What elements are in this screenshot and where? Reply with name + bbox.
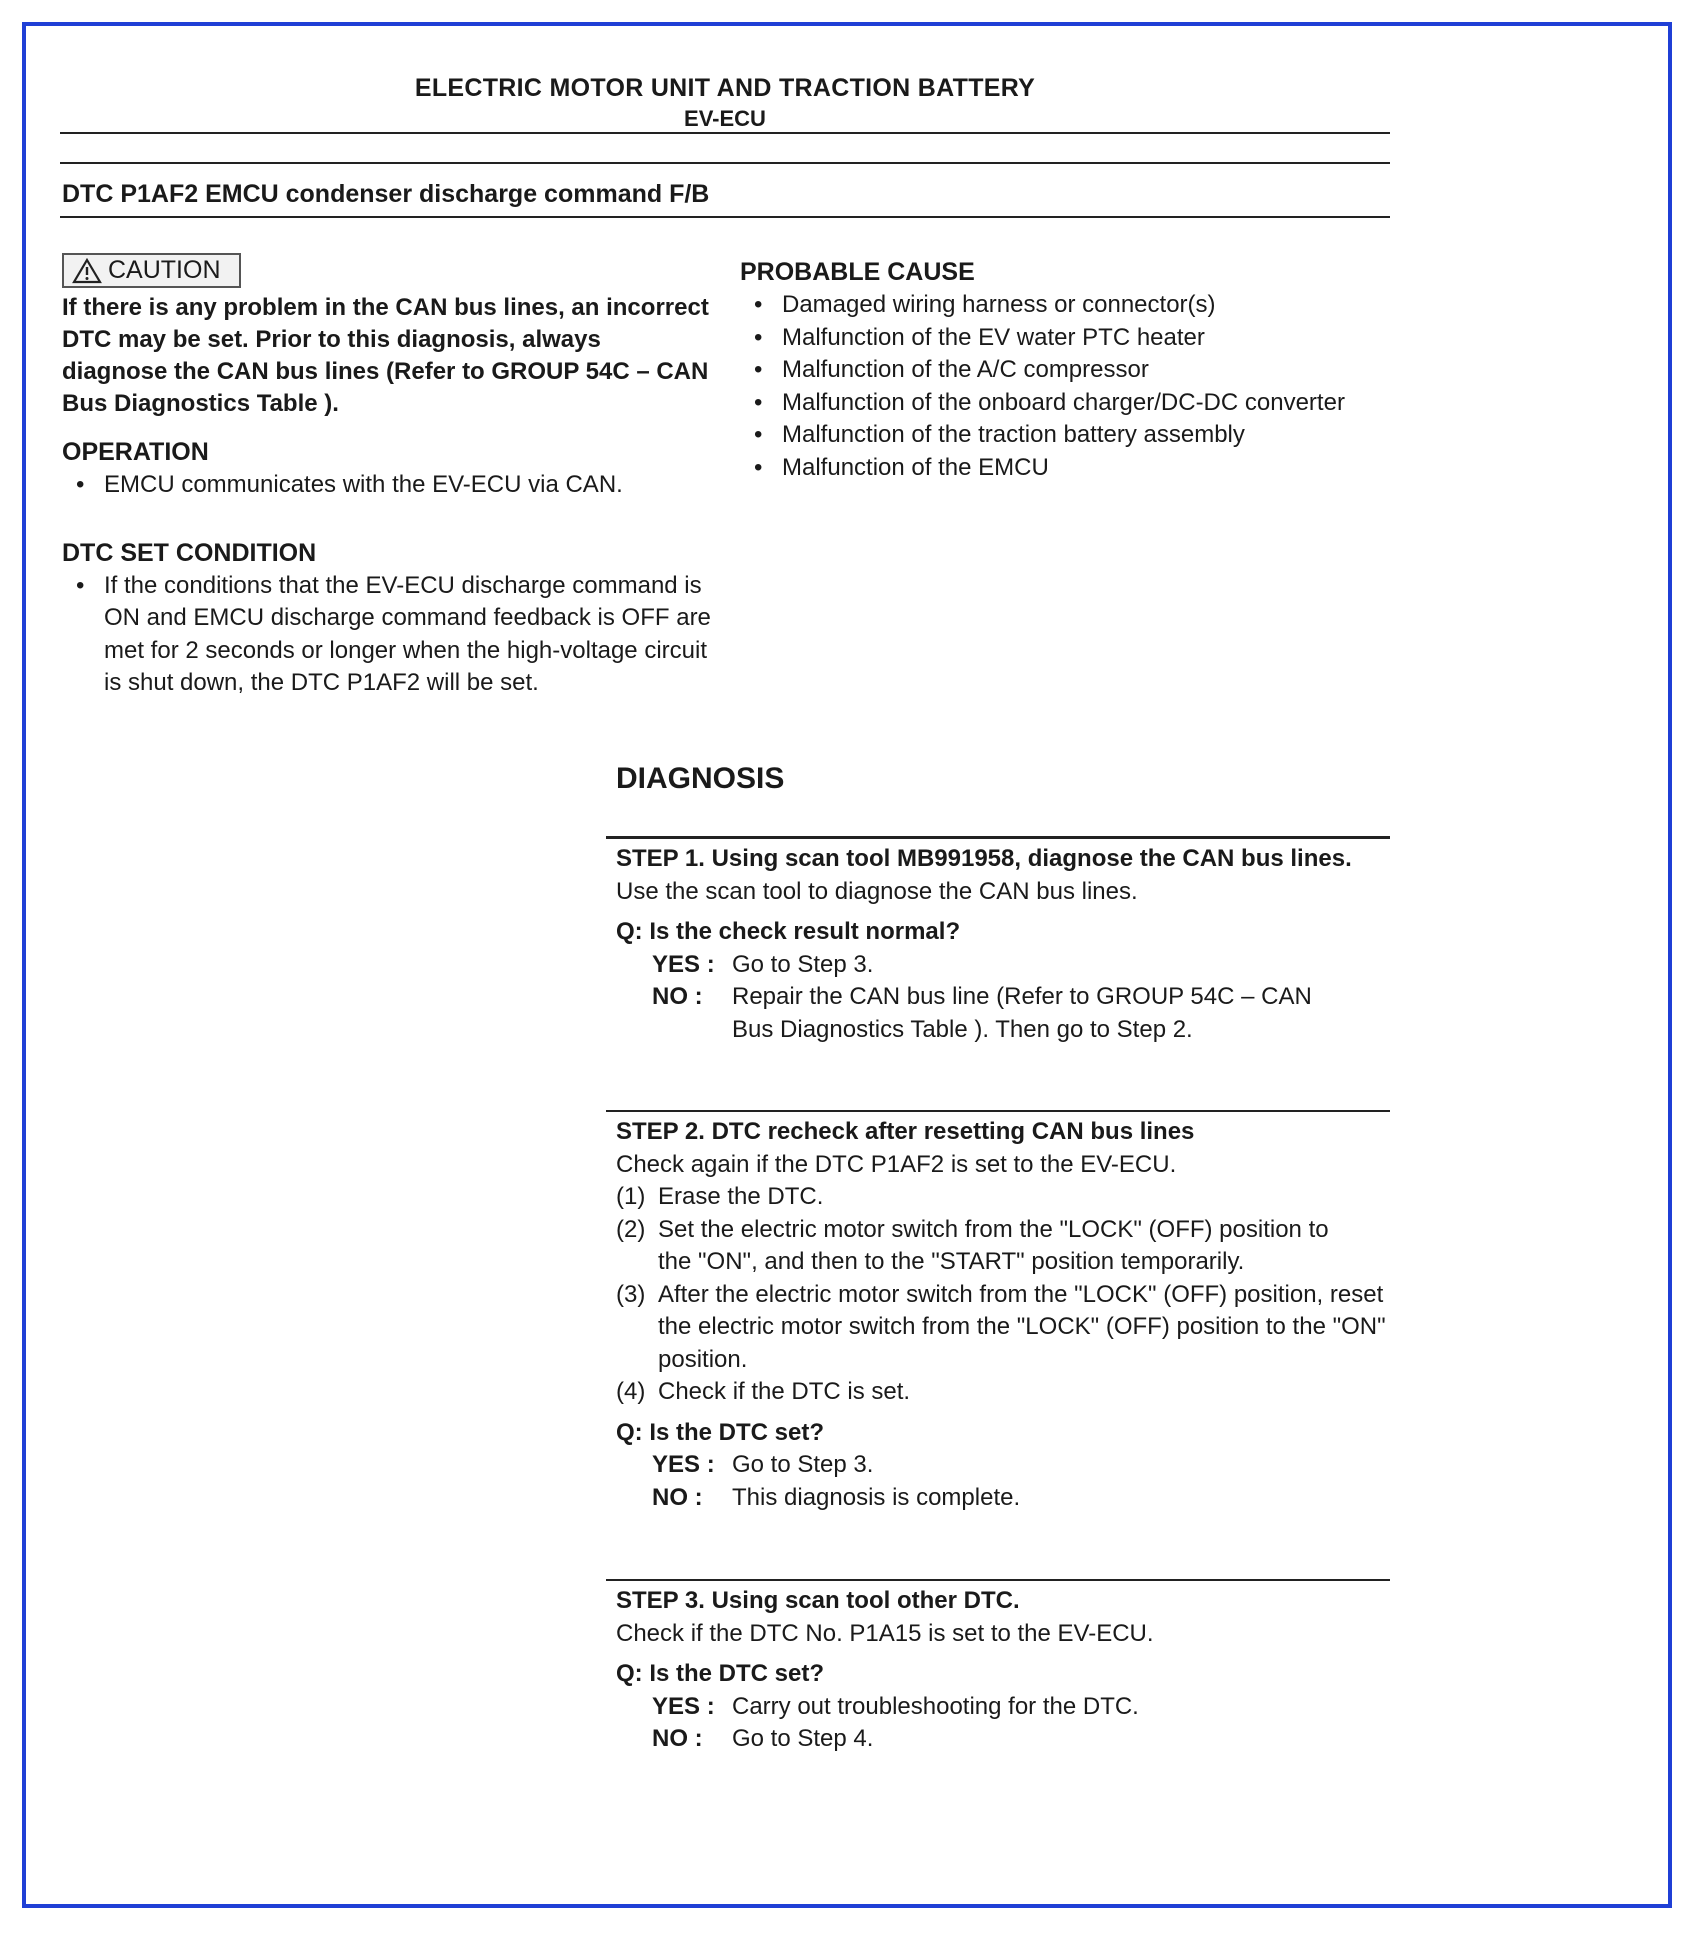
right-column	[740, 258, 1390, 484]
step-divider	[606, 836, 1390, 839]
step-text: Check if the DTC No. P1A15 is set to the EV-ECU.	[616, 1619, 1154, 1647]
dtc-title: DTC P1AF2 EMCU condenser discharge command F/B	[62, 180, 710, 208]
yes-label: YES :	[652, 1692, 715, 1720]
yes-text: Carry out troubleshooting for the DTC.	[732, 1692, 1139, 1720]
procedure-item	[616, 1376, 1390, 1409]
answer-no	[616, 1723, 1390, 1756]
answer-no	[616, 981, 1390, 1046]
answer-no	[616, 1482, 1390, 1515]
yes-label: YES :	[652, 1451, 715, 1478]
list-item: • Malfunction of the traction battery assembly	[740, 419, 1390, 452]
procedure-item	[616, 1214, 1390, 1279]
step-question: Q: Is the check result normal?	[616, 918, 961, 945]
no-text: Repair the CAN bus line (Refer to GROUP 54C – CAN Bus Diagnostics Table ). Then go to Step 2.	[732, 983, 1312, 1043]
list-item: • Malfunction of the EV water PTC heater	[740, 322, 1390, 355]
no-label: NO :	[652, 983, 703, 1010]
answer-yes	[616, 949, 1390, 982]
list-item: • Malfunction of the A/C compressor	[740, 354, 1390, 387]
list-item: • Malfunction of the EMCU	[740, 452, 1390, 485]
dtc-set-condition-heading: DTC SET CONDITION	[62, 538, 317, 567]
step-question: Q: Is the DTC set?	[616, 1418, 825, 1446]
step-3	[606, 1579, 1390, 1756]
step-text: Use the scan tool to diagnose the CAN bus lines.	[616, 877, 1138, 905]
procedure-number: (3)	[616, 1280, 646, 1308]
step-2	[606, 1110, 1390, 1514]
operation-list	[62, 469, 712, 502]
no-label: NO :	[652, 1725, 703, 1752]
probable-cause-list	[740, 289, 1390, 484]
step-title: STEP 1. Using scan tool MB991958, diagnose the CAN bus lines.	[616, 845, 1352, 872]
section-title: ELECTRIC MOTOR UNIT AND TRACTION BATTERY	[414, 74, 1036, 102]
section-subtitle: EV-ECU	[684, 106, 766, 131]
warning-triangle-icon	[72, 258, 102, 284]
dtc-set-condition-list	[62, 570, 712, 700]
caution-badge	[62, 253, 241, 288]
step-1	[606, 836, 1390, 1046]
yes-text: Go to Step 3.	[732, 950, 874, 978]
dtc-bottom-divider	[60, 216, 1390, 218]
probable-cause-heading: PROBABLE CAUSE	[740, 258, 975, 286]
no-text: This diagnosis is complete.	[732, 1483, 1021, 1511]
step-divider	[606, 1110, 1390, 1112]
header-divider	[60, 132, 1390, 134]
list-item: • Damaged wiring harness or connector(s)	[740, 289, 1390, 322]
procedure-number: (1)	[616, 1183, 646, 1210]
procedure-text: Set the electric motor switch from the "LOCK" (OFF) position to the "ON", and then to the "START" position temporarily.	[658, 1215, 1329, 1275]
no-label: NO :	[652, 1483, 703, 1511]
answer-yes	[616, 1691, 1390, 1724]
dtc-top-divider	[60, 162, 1390, 164]
step-question: Q: Is the DTC set?	[616, 1660, 825, 1687]
caution-label: CAUTION	[108, 256, 221, 284]
diagnosis-heading: DIAGNOSIS	[616, 762, 785, 795]
caution-text: If there is any problem in the CAN bus lines, an incorrect DTC may be set. Prior to this diagnosis, always diagnose the CAN bus lines (Refer to GROUP 54C – CAN Bus Diagnostics Table ).	[62, 294, 709, 417]
list-item: • Malfunction of the onboard charger/DC-DC converter	[740, 387, 1390, 420]
procedure-text: Check if the DTC is set.	[658, 1378, 911, 1405]
answer-yes	[616, 1449, 1390, 1482]
procedure-text: After the electric motor switch from the "LOCK" (OFF) position, reset the electric motor switch from the "LOCK" (OFF) position to the "ON" position.	[658, 1280, 1386, 1373]
list-item: • EMCU communicates with the EV-ECU via CAN.	[62, 469, 712, 502]
step-title: STEP 2. DTC recheck after resetting CAN bus lines	[616, 1118, 1195, 1145]
list-item: • If the conditions that the EV-ECU discharge command is ON and EMCU discharge command feedback is OFF are met for 2 seconds or longer when the high-voltage circuit is shut down, the DTC P1AF2 will be set.	[62, 570, 712, 700]
procedure-item	[616, 1181, 1390, 1214]
yes-text: Go to Step 3.	[732, 1451, 874, 1478]
yes-label: YES :	[652, 950, 715, 978]
procedure-item	[616, 1279, 1390, 1377]
left-column	[62, 253, 712, 700]
procedure-text: Erase the DTC.	[658, 1183, 824, 1210]
no-text: Go to Step 4.	[732, 1725, 874, 1752]
operation-heading: OPERATION	[62, 438, 209, 466]
step-title: STEP 3. Using scan tool other DTC.	[616, 1587, 1020, 1614]
procedure-number: (2)	[616, 1215, 646, 1243]
step-text: Check again if the DTC P1AF2 is set to the EV-ECU.	[616, 1150, 1177, 1178]
procedure-number: (4)	[616, 1378, 646, 1405]
step-divider	[606, 1579, 1390, 1581]
